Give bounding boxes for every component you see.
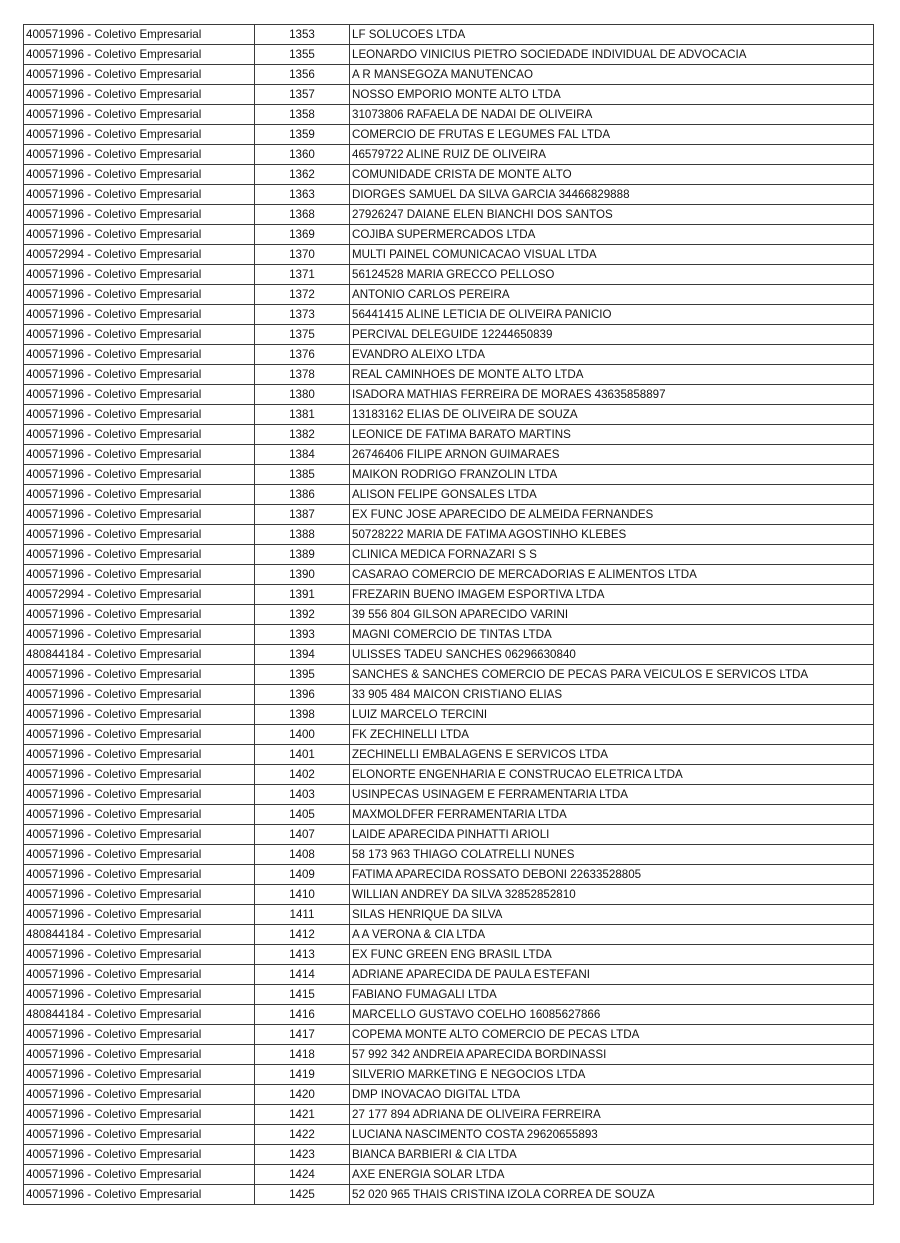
plan-cell: 400571996 - Coletivo Empresarial xyxy=(24,845,255,865)
table-row xyxy=(24,945,874,965)
plan-cell: 400571996 - Coletivo Empresarial xyxy=(24,25,255,45)
plan-cell: 400571996 - Coletivo Empresarial xyxy=(24,745,255,765)
plan-cell: 400571996 - Coletivo Empresarial xyxy=(24,785,255,805)
number-cell: 1388 xyxy=(255,525,350,545)
company-name-cell: COMUNIDADE CRISTA DE MONTE ALTO xyxy=(350,165,874,185)
company-name-cell: FABIANO FUMAGALI LTDA xyxy=(350,985,874,1005)
company-name-cell: 33 905 484 MAICON CRISTIANO ELIAS xyxy=(350,685,874,705)
plan-cell: 400571996 - Coletivo Empresarial xyxy=(24,1065,255,1085)
number-cell: 1417 xyxy=(255,1025,350,1045)
number-cell: 1414 xyxy=(255,965,350,985)
plan-cell: 480844184 - Coletivo Empresarial xyxy=(24,645,255,665)
plan-cell: 400571996 - Coletivo Empresarial xyxy=(24,305,255,325)
company-name-cell: LEONICE DE FATIMA BARATO MARTINS xyxy=(350,425,874,445)
number-cell: 1355 xyxy=(255,45,350,65)
plan-cell: 400572994 - Coletivo Empresarial xyxy=(24,245,255,265)
table-row xyxy=(24,585,874,605)
number-cell: 1362 xyxy=(255,165,350,185)
plan-cell: 400571996 - Coletivo Empresarial xyxy=(24,865,255,885)
plan-cell: 400571996 - Coletivo Empresarial xyxy=(24,225,255,245)
number-cell: 1418 xyxy=(255,1045,350,1065)
number-cell: 1353 xyxy=(255,25,350,45)
table-row xyxy=(24,505,874,525)
company-name-cell: FREZARIN BUENO IMAGEM ESPORTIVA LTDA xyxy=(350,585,874,605)
company-name-cell: ADRIANE APARECIDA DE PAULA ESTEFANI xyxy=(350,965,874,985)
company-name-cell: LF SOLUCOES LTDA xyxy=(350,25,874,45)
table-row xyxy=(24,685,874,705)
table-row xyxy=(24,1085,874,1105)
number-cell: 1396 xyxy=(255,685,350,705)
company-name-cell: DMP INOVACAO DIGITAL LTDA xyxy=(350,1085,874,1105)
table-row xyxy=(24,365,874,385)
number-cell: 1415 xyxy=(255,985,350,1005)
plan-cell: 400571996 - Coletivo Empresarial xyxy=(24,945,255,965)
number-cell: 1421 xyxy=(255,1105,350,1125)
table-row xyxy=(24,865,874,885)
company-name-cell: MAIKON RODRIGO FRANZOLIN LTDA xyxy=(350,465,874,485)
table-row xyxy=(24,205,874,225)
table-row xyxy=(24,965,874,985)
plan-cell: 400571996 - Coletivo Empresarial xyxy=(24,425,255,445)
number-cell: 1371 xyxy=(255,265,350,285)
company-name-cell: 31073806 RAFAELA DE NADAI DE OLIVEIRA xyxy=(350,105,874,125)
number-cell: 1380 xyxy=(255,385,350,405)
company-name-cell: 57 992 342 ANDREIA APARECIDA BORDINASSI xyxy=(350,1045,874,1065)
table-row xyxy=(24,1005,874,1025)
number-cell: 1422 xyxy=(255,1125,350,1145)
number-cell: 1419 xyxy=(255,1065,350,1085)
company-name-cell: MULTI PAINEL COMUNICACAO VISUAL LTDA xyxy=(350,245,874,265)
company-name-cell: NOSSO EMPORIO MONTE ALTO LTDA xyxy=(350,85,874,105)
table-row xyxy=(24,105,874,125)
company-name-cell: 50728222 MARIA DE FATIMA AGOSTINHO KLEBES xyxy=(350,525,874,545)
table-row xyxy=(24,1025,874,1045)
table-body xyxy=(24,25,874,1205)
table-row xyxy=(24,805,874,825)
company-name-cell: 56124528 MARIA GRECCO PELLOSO xyxy=(350,265,874,285)
number-cell: 1376 xyxy=(255,345,350,365)
company-name-cell: A R MANSEGOZA MANUTENCAO xyxy=(350,65,874,85)
company-name-cell: CASARAO COMERCIO DE MERCADORIAS E ALIMENTOS LTDA xyxy=(350,565,874,585)
plan-cell: 400571996 - Coletivo Empresarial xyxy=(24,705,255,725)
table-row xyxy=(24,85,874,105)
company-name-cell: LUCIANA NASCIMENTO COSTA 29620655893 xyxy=(350,1125,874,1145)
table-row xyxy=(24,1185,874,1205)
table-row xyxy=(24,1145,874,1165)
plan-cell: 400571996 - Coletivo Empresarial xyxy=(24,885,255,905)
table-row xyxy=(24,665,874,685)
plan-cell: 400571996 - Coletivo Empresarial xyxy=(24,185,255,205)
table-row xyxy=(24,305,874,325)
number-cell: 1357 xyxy=(255,85,350,105)
plan-cell: 400571996 - Coletivo Empresarial xyxy=(24,105,255,125)
company-name-cell: 27 177 894 ADRIANA DE OLIVEIRA FERREIRA xyxy=(350,1105,874,1125)
number-cell: 1410 xyxy=(255,885,350,905)
number-cell: 1423 xyxy=(255,1145,350,1165)
table-row xyxy=(24,285,874,305)
table-row xyxy=(24,605,874,625)
plan-cell: 400571996 - Coletivo Empresarial xyxy=(24,345,255,365)
company-name-cell: FK ZECHINELLI LTDA xyxy=(350,725,874,745)
table-row xyxy=(24,885,874,905)
plan-cell: 400571996 - Coletivo Empresarial xyxy=(24,1125,255,1145)
company-name-cell: CLINICA MEDICA FORNAZARI S S xyxy=(350,545,874,565)
table-row xyxy=(24,845,874,865)
table-row xyxy=(24,765,874,785)
plan-cell: 400571996 - Coletivo Empresarial xyxy=(24,765,255,785)
plan-cell: 400571996 - Coletivo Empresarial xyxy=(24,525,255,545)
plan-cell: 400571996 - Coletivo Empresarial xyxy=(24,365,255,385)
company-name-cell: 52 020 965 THAIS CRISTINA IZOLA CORREA DE SOUZA xyxy=(350,1185,874,1205)
number-cell: 1416 xyxy=(255,1005,350,1025)
table-row xyxy=(24,725,874,745)
plan-cell: 400571996 - Coletivo Empresarial xyxy=(24,685,255,705)
plan-cell: 400571996 - Coletivo Empresarial xyxy=(24,145,255,165)
plan-cell: 400571996 - Coletivo Empresarial xyxy=(24,1145,255,1165)
company-name-cell: LEONARDO VINICIUS PIETRO SOCIEDADE INDIVIDUAL DE ADVOCACIA xyxy=(350,45,874,65)
number-cell: 1384 xyxy=(255,445,350,465)
number-cell: 1378 xyxy=(255,365,350,385)
company-name-cell: EX FUNC GREEN ENG BRASIL LTDA xyxy=(350,945,874,965)
table-row xyxy=(24,45,874,65)
plan-cell: 400571996 - Coletivo Empresarial xyxy=(24,1045,255,1065)
company-name-cell: EX FUNC JOSE APARECIDO DE ALMEIDA FERNANDES xyxy=(350,505,874,525)
company-name-cell: ULISSES TADEU SANCHES 06296630840 xyxy=(350,645,874,665)
company-name-cell: ISADORA MATHIAS FERREIRA DE MORAES 43635858897 xyxy=(350,385,874,405)
number-cell: 1381 xyxy=(255,405,350,425)
number-cell: 1393 xyxy=(255,625,350,645)
plan-cell: 400571996 - Coletivo Empresarial xyxy=(24,45,255,65)
company-name-cell: SILAS HENRIQUE DA SILVA xyxy=(350,905,874,925)
number-cell: 1375 xyxy=(255,325,350,345)
table-row xyxy=(24,545,874,565)
plan-cell: 400571996 - Coletivo Empresarial xyxy=(24,385,255,405)
company-name-cell: 13183162 ELIAS DE OLIVEIRA DE SOUZA xyxy=(350,405,874,425)
company-name-cell: SANCHES & SANCHES COMERCIO DE PECAS PARA VEICULOS E SERVICOS LTDA xyxy=(350,665,874,685)
number-cell: 1425 xyxy=(255,1185,350,1205)
company-name-cell: WILLIAN ANDREY DA SILVA 32852852810 xyxy=(350,885,874,905)
table-row xyxy=(24,1125,874,1145)
table-row xyxy=(24,445,874,465)
table-row xyxy=(24,425,874,445)
table-row xyxy=(24,925,874,945)
company-name-cell: 46579722 ALINE RUIZ DE OLIVEIRA xyxy=(350,145,874,165)
plan-cell: 400571996 - Coletivo Empresarial xyxy=(24,805,255,825)
number-cell: 1411 xyxy=(255,905,350,925)
plan-cell: 400571996 - Coletivo Empresarial xyxy=(24,205,255,225)
plan-cell: 400571996 - Coletivo Empresarial xyxy=(24,725,255,745)
plan-cell: 480844184 - Coletivo Empresarial xyxy=(24,925,255,945)
table-row xyxy=(24,1165,874,1185)
company-name-cell: COMERCIO DE FRUTAS E LEGUMES FAL LTDA xyxy=(350,125,874,145)
number-cell: 1358 xyxy=(255,105,350,125)
table-row xyxy=(24,485,874,505)
plan-cell: 400571996 - Coletivo Empresarial xyxy=(24,545,255,565)
table-row xyxy=(24,1065,874,1085)
number-cell: 1360 xyxy=(255,145,350,165)
plan-cell: 400571996 - Coletivo Empresarial xyxy=(24,85,255,105)
number-cell: 1372 xyxy=(255,285,350,305)
plan-cell: 480844184 - Coletivo Empresarial xyxy=(24,1005,255,1025)
company-name-cell: LUIZ MARCELO TERCINI xyxy=(350,705,874,725)
table-row xyxy=(24,645,874,665)
table-row xyxy=(24,245,874,265)
number-cell: 1385 xyxy=(255,465,350,485)
number-cell: 1400 xyxy=(255,725,350,745)
plan-cell: 400571996 - Coletivo Empresarial xyxy=(24,285,255,305)
table-row xyxy=(24,785,874,805)
plan-cell: 400571996 - Coletivo Empresarial xyxy=(24,1105,255,1125)
company-name-cell: USINPECAS USINAGEM E FERRAMENTARIA LTDA xyxy=(350,785,874,805)
table-row xyxy=(24,265,874,285)
number-cell: 1382 xyxy=(255,425,350,445)
plan-cell: 400571996 - Coletivo Empresarial xyxy=(24,125,255,145)
company-name-cell: MAXMOLDFER FERRAMENTARIA LTDA xyxy=(350,805,874,825)
number-cell: 1391 xyxy=(255,585,350,605)
contracts-table xyxy=(23,24,874,1205)
plan-cell: 400571996 - Coletivo Empresarial xyxy=(24,165,255,185)
plan-cell: 400571996 - Coletivo Empresarial xyxy=(24,505,255,525)
number-cell: 1403 xyxy=(255,785,350,805)
table-row xyxy=(24,345,874,365)
table-row xyxy=(24,1045,874,1065)
company-name-cell: 58 173 963 THIAGO COLATRELLI NUNES xyxy=(350,845,874,865)
plan-cell: 400571996 - Coletivo Empresarial xyxy=(24,445,255,465)
company-name-cell: MAGNI COMERCIO DE TINTAS LTDA xyxy=(350,625,874,645)
company-name-cell: COPEMA MONTE ALTO COMERCIO DE PECAS LTDA xyxy=(350,1025,874,1045)
number-cell: 1359 xyxy=(255,125,350,145)
table-row xyxy=(24,525,874,545)
number-cell: 1402 xyxy=(255,765,350,785)
plan-cell: 400571996 - Coletivo Empresarial xyxy=(24,625,255,645)
number-cell: 1413 xyxy=(255,945,350,965)
table-row xyxy=(24,825,874,845)
table-row xyxy=(24,325,874,345)
plan-cell: 400571996 - Coletivo Empresarial xyxy=(24,485,255,505)
plan-cell: 400571996 - Coletivo Empresarial xyxy=(24,825,255,845)
number-cell: 1420 xyxy=(255,1085,350,1105)
table-row xyxy=(24,405,874,425)
number-cell: 1363 xyxy=(255,185,350,205)
table-row xyxy=(24,65,874,85)
number-cell: 1407 xyxy=(255,825,350,845)
table-row xyxy=(24,625,874,645)
plan-cell: 400571996 - Coletivo Empresarial xyxy=(24,1085,255,1105)
table-row xyxy=(24,25,874,45)
number-cell: 1392 xyxy=(255,605,350,625)
table-row xyxy=(24,705,874,725)
plan-cell: 400572994 - Coletivo Empresarial xyxy=(24,585,255,605)
plan-cell: 400571996 - Coletivo Empresarial xyxy=(24,1185,255,1205)
table-row xyxy=(24,905,874,925)
plan-cell: 400571996 - Coletivo Empresarial xyxy=(24,665,255,685)
plan-cell: 400571996 - Coletivo Empresarial xyxy=(24,565,255,585)
number-cell: 1387 xyxy=(255,505,350,525)
company-name-cell: PERCIVAL DELEGUIDE 12244650839 xyxy=(350,325,874,345)
company-name-cell: ZECHINELLI EMBALAGENS E SERVICOS LTDA xyxy=(350,745,874,765)
table-row xyxy=(24,385,874,405)
plan-cell: 400571996 - Coletivo Empresarial xyxy=(24,65,255,85)
table-row xyxy=(24,225,874,245)
company-name-cell: MARCELLO GUSTAVO COELHO 16085627866 xyxy=(350,1005,874,1025)
company-name-cell: 26746406 FILIPE ARNON GUIMARAES xyxy=(350,445,874,465)
table-row xyxy=(24,1105,874,1125)
company-name-cell: 39 556 804 GILSON APARECIDO VARINI xyxy=(350,605,874,625)
company-name-cell: COJIBA SUPERMERCADOS LTDA xyxy=(350,225,874,245)
number-cell: 1401 xyxy=(255,745,350,765)
company-name-cell: REAL CAMINHOES DE MONTE ALTO LTDA xyxy=(350,365,874,385)
table-row xyxy=(24,145,874,165)
number-cell: 1395 xyxy=(255,665,350,685)
number-cell: 1368 xyxy=(255,205,350,225)
company-name-cell: 56441415 ALINE LETICIA DE OLIVEIRA PANICIO xyxy=(350,305,874,325)
table-row xyxy=(24,565,874,585)
number-cell: 1356 xyxy=(255,65,350,85)
table-row xyxy=(24,985,874,1005)
number-cell: 1424 xyxy=(255,1165,350,1185)
number-cell: 1408 xyxy=(255,845,350,865)
table-row xyxy=(24,165,874,185)
number-cell: 1370 xyxy=(255,245,350,265)
company-name-cell: ELONORTE ENGENHARIA E CONSTRUCAO ELETRICA LTDA xyxy=(350,765,874,785)
plan-cell: 400571996 - Coletivo Empresarial xyxy=(24,465,255,485)
plan-cell: 400571996 - Coletivo Empresarial xyxy=(24,1025,255,1045)
company-name-cell: ANTONIO CARLOS PEREIRA xyxy=(350,285,874,305)
number-cell: 1369 xyxy=(255,225,350,245)
company-name-cell: BIANCA BARBIERI & CIA LTDA xyxy=(350,1145,874,1165)
plan-cell: 400571996 - Coletivo Empresarial xyxy=(24,325,255,345)
plan-cell: 400571996 - Coletivo Empresarial xyxy=(24,265,255,285)
plan-cell: 400571996 - Coletivo Empresarial xyxy=(24,1165,255,1185)
plan-cell: 400571996 - Coletivo Empresarial xyxy=(24,605,255,625)
number-cell: 1398 xyxy=(255,705,350,725)
number-cell: 1412 xyxy=(255,925,350,945)
company-name-cell: A A VERONA & CIA LTDA xyxy=(350,925,874,945)
table-row xyxy=(24,185,874,205)
number-cell: 1409 xyxy=(255,865,350,885)
table-row xyxy=(24,125,874,145)
company-name-cell: EVANDRO ALEIXO LTDA xyxy=(350,345,874,365)
company-name-cell: DIORGES SAMUEL DA SILVA GARCIA 34466829888 xyxy=(350,185,874,205)
company-name-cell: SILVERIO MARKETING E NEGOCIOS LTDA xyxy=(350,1065,874,1085)
plan-cell: 400571996 - Coletivo Empresarial xyxy=(24,405,255,425)
number-cell: 1373 xyxy=(255,305,350,325)
number-cell: 1390 xyxy=(255,565,350,585)
plan-cell: 400571996 - Coletivo Empresarial xyxy=(24,965,255,985)
company-name-cell: LAIDE APARECIDA PINHATTI ARIOLI xyxy=(350,825,874,845)
number-cell: 1386 xyxy=(255,485,350,505)
plan-cell: 400571996 - Coletivo Empresarial xyxy=(24,985,255,1005)
table-row xyxy=(24,745,874,765)
company-name-cell: ALISON FELIPE GONSALES LTDA xyxy=(350,485,874,505)
table-row xyxy=(24,465,874,485)
company-name-cell: FATIMA APARECIDA ROSSATO DEBONI 22633528805 xyxy=(350,865,874,885)
company-name-cell: AXE ENERGIA SOLAR LTDA xyxy=(350,1165,874,1185)
number-cell: 1394 xyxy=(255,645,350,665)
number-cell: 1389 xyxy=(255,545,350,565)
company-name-cell: 27926247 DAIANE ELEN BIANCHI DOS SANTOS xyxy=(350,205,874,225)
number-cell: 1405 xyxy=(255,805,350,825)
plan-cell: 400571996 - Coletivo Empresarial xyxy=(24,905,255,925)
